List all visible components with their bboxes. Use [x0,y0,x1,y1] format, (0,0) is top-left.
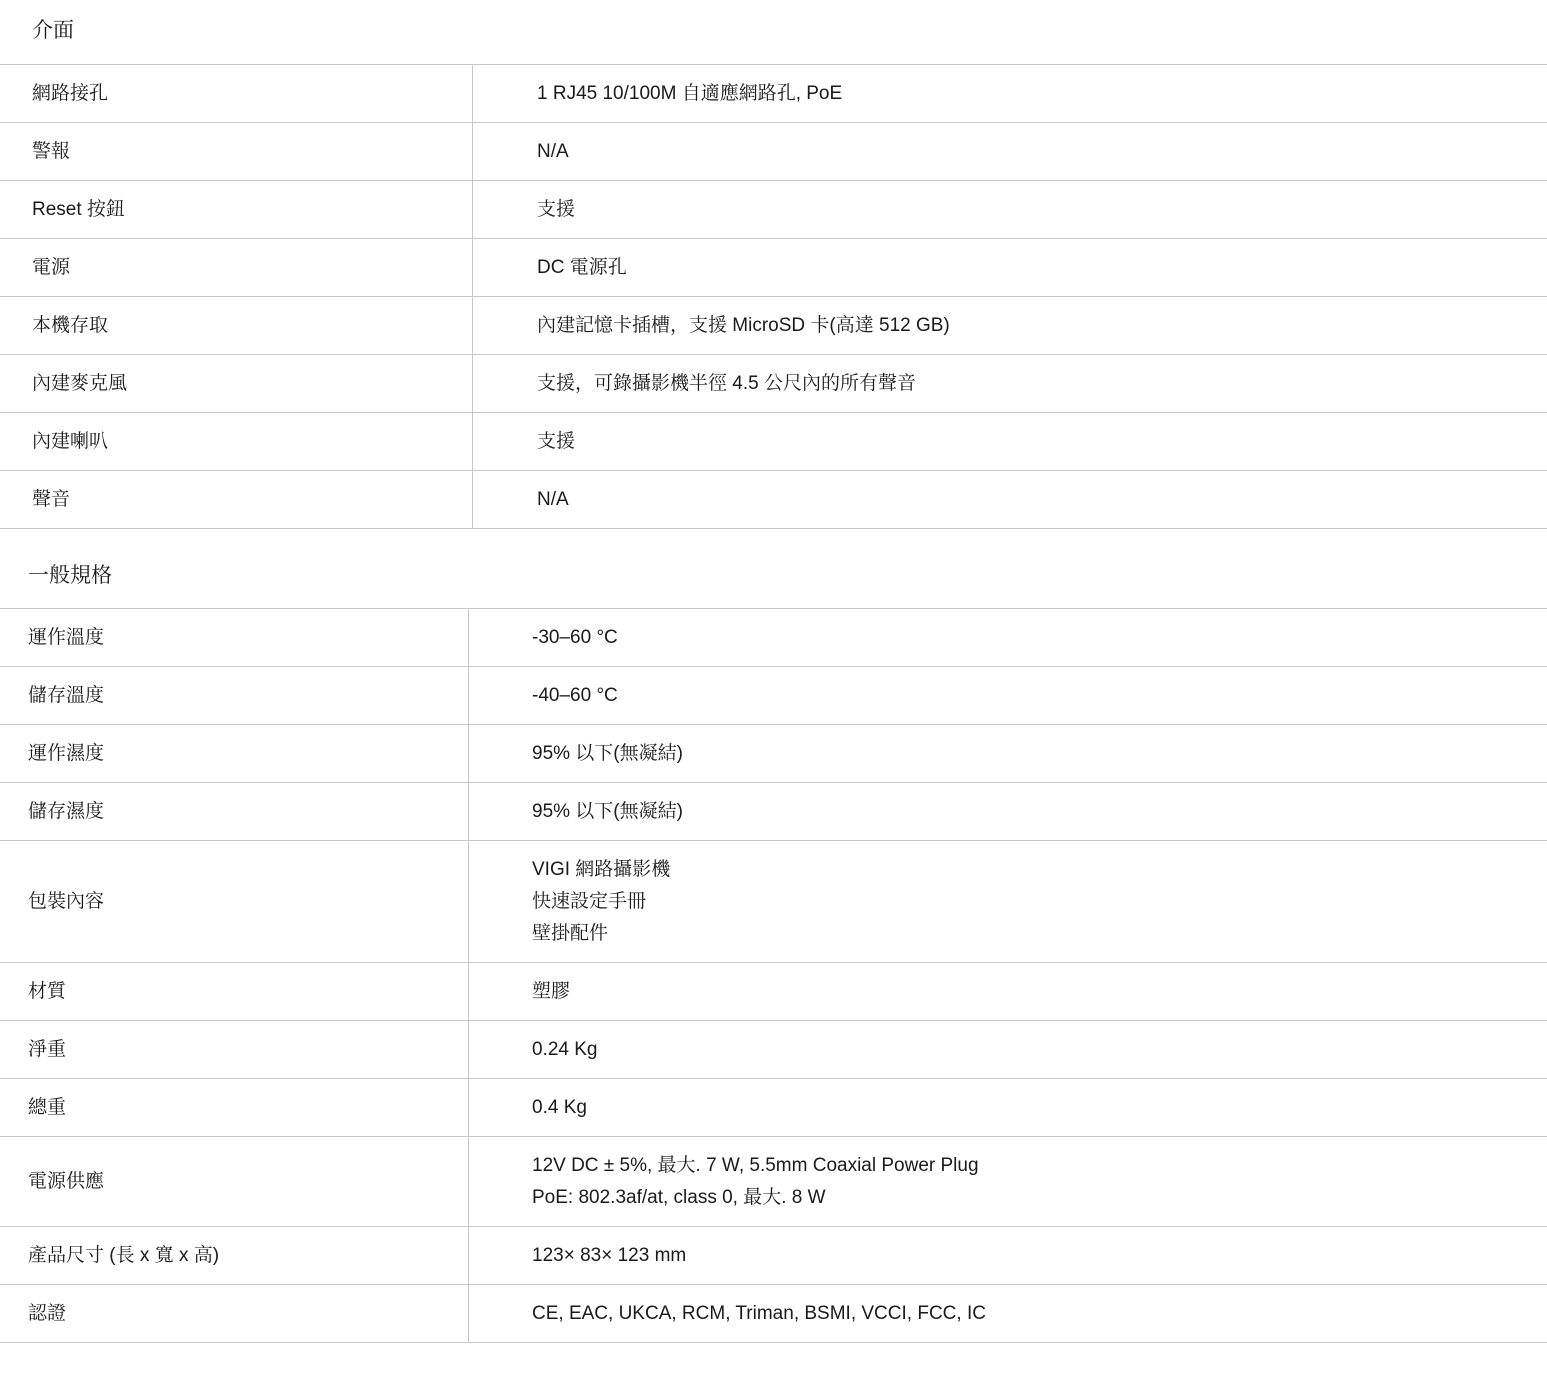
spec-row [0,297,1547,355]
spec-label: 認證 [0,1285,469,1343]
spec-value-line: 12V DC ± 5%, 最大. 7 W, 5.5mm Coaxial Power Plug [532,1154,979,1176]
spec-label: 電源 [0,239,473,297]
spec-label: 產品尺寸 (長 x 寬 x 高) [0,1227,469,1285]
spec-label: 淨重 [0,1021,469,1079]
spec-row [0,841,1547,963]
spec-row [0,1285,1547,1343]
spec-value [469,667,1547,725]
spec-value-line: 0.24 Kg [532,1038,598,1060]
interface-section-title: 介面 [32,19,74,42]
spec-label: 總重 [0,1079,469,1137]
spec-value [469,1227,1547,1285]
spec-value [469,783,1547,841]
spec-value [469,1021,1547,1079]
spec-value [473,471,1547,529]
spec-label: 本機存取 [0,297,473,355]
spec-label: 包裝內容 [0,841,469,963]
spec-row [0,783,1547,841]
spec-value-line: -30–60 °C [532,626,618,648]
spec-label: Reset 按鈕 [0,181,473,239]
spec-row [0,725,1547,783]
spec-value-line: 95% 以下(無凝結) [532,742,683,764]
spec-value-line: PoE: 802.3af/at, class 0, 最大. 8 W [532,1186,826,1208]
spec-value-line: N/A [537,488,569,510]
spec-label: 儲存溫度 [0,667,469,725]
spec-value-line: -40–60 °C [532,684,618,706]
general-spec-table [0,608,1547,1343]
spec-row [0,123,1547,181]
spec-value-line: DC 電源孔 [537,256,627,278]
spec-value [473,239,1547,297]
spec-row [0,1227,1547,1285]
spec-row [0,1021,1547,1079]
spec-value [469,725,1547,783]
spec-value-line: 支援 [537,430,576,452]
spec-label: 電源供應 [0,1137,469,1227]
spec-label: 運作溫度 [0,609,469,667]
spec-value-line: 支援 [537,198,576,220]
spec-row [0,355,1547,413]
spec-value [473,65,1547,123]
spec-value-line: CE, EAC, UKCA, RCM, Triman, BSMI, VCCI, FCC, IC [532,1302,986,1324]
spec-value-line: 支援，可錄攝影機半徑 4.5 公尺內的所有聲音 [537,372,916,394]
spec-value [473,355,1547,413]
spec-label: 儲存濕度 [0,783,469,841]
spec-value-line: 內建記憶卡插槽，支援 MicroSD 卡(高達 512 GB) [537,314,950,336]
spec-value [469,841,1547,963]
spec-value-line: 1 RJ45 10/100M 自適應網路孔, PoE [537,82,843,104]
spec-label: 內建麥克風 [0,355,473,413]
spec-value [473,123,1547,181]
spec-value-line: 123× 83× 123 mm [532,1244,687,1266]
spec-row [0,667,1547,725]
spec-value-line: 95% 以下(無凝結) [532,800,683,822]
spec-value [473,413,1547,471]
spec-row [0,239,1547,297]
spec-row [0,1137,1547,1227]
spec-value [469,963,1547,1021]
spec-label: 聲音 [0,471,473,529]
spec-row [0,609,1547,667]
spec-value-line: 壁掛配件 [532,922,609,944]
spec-label: 網路接孔 [0,65,473,123]
spec-row [0,963,1547,1021]
general-section-title: 一般規格 [28,564,112,587]
spec-row [0,65,1547,123]
spec-value-line: 塑膠 [532,980,571,1002]
spec-label: 內建喇叭 [0,413,473,471]
spec-row [0,471,1547,529]
spec-label: 運作濕度 [0,725,469,783]
spec-value [473,297,1547,355]
spec-row [0,413,1547,471]
spec-value [473,181,1547,239]
spec-value-line: VIGI 網路攝影機 [532,858,671,880]
spec-value-line: 0.4 Kg [532,1096,587,1118]
spec-value [469,609,1547,667]
spec-label: 警報 [0,123,473,181]
spec-row [0,1079,1547,1137]
spec-label: 材質 [0,963,469,1021]
spec-value [469,1285,1547,1343]
spec-value-line: 快速設定手冊 [532,890,647,912]
spec-value-line: N/A [537,140,569,162]
interface-spec-table [0,64,1547,529]
spec-value [469,1137,1547,1227]
spec-value [469,1079,1547,1137]
spec-row [0,181,1547,239]
